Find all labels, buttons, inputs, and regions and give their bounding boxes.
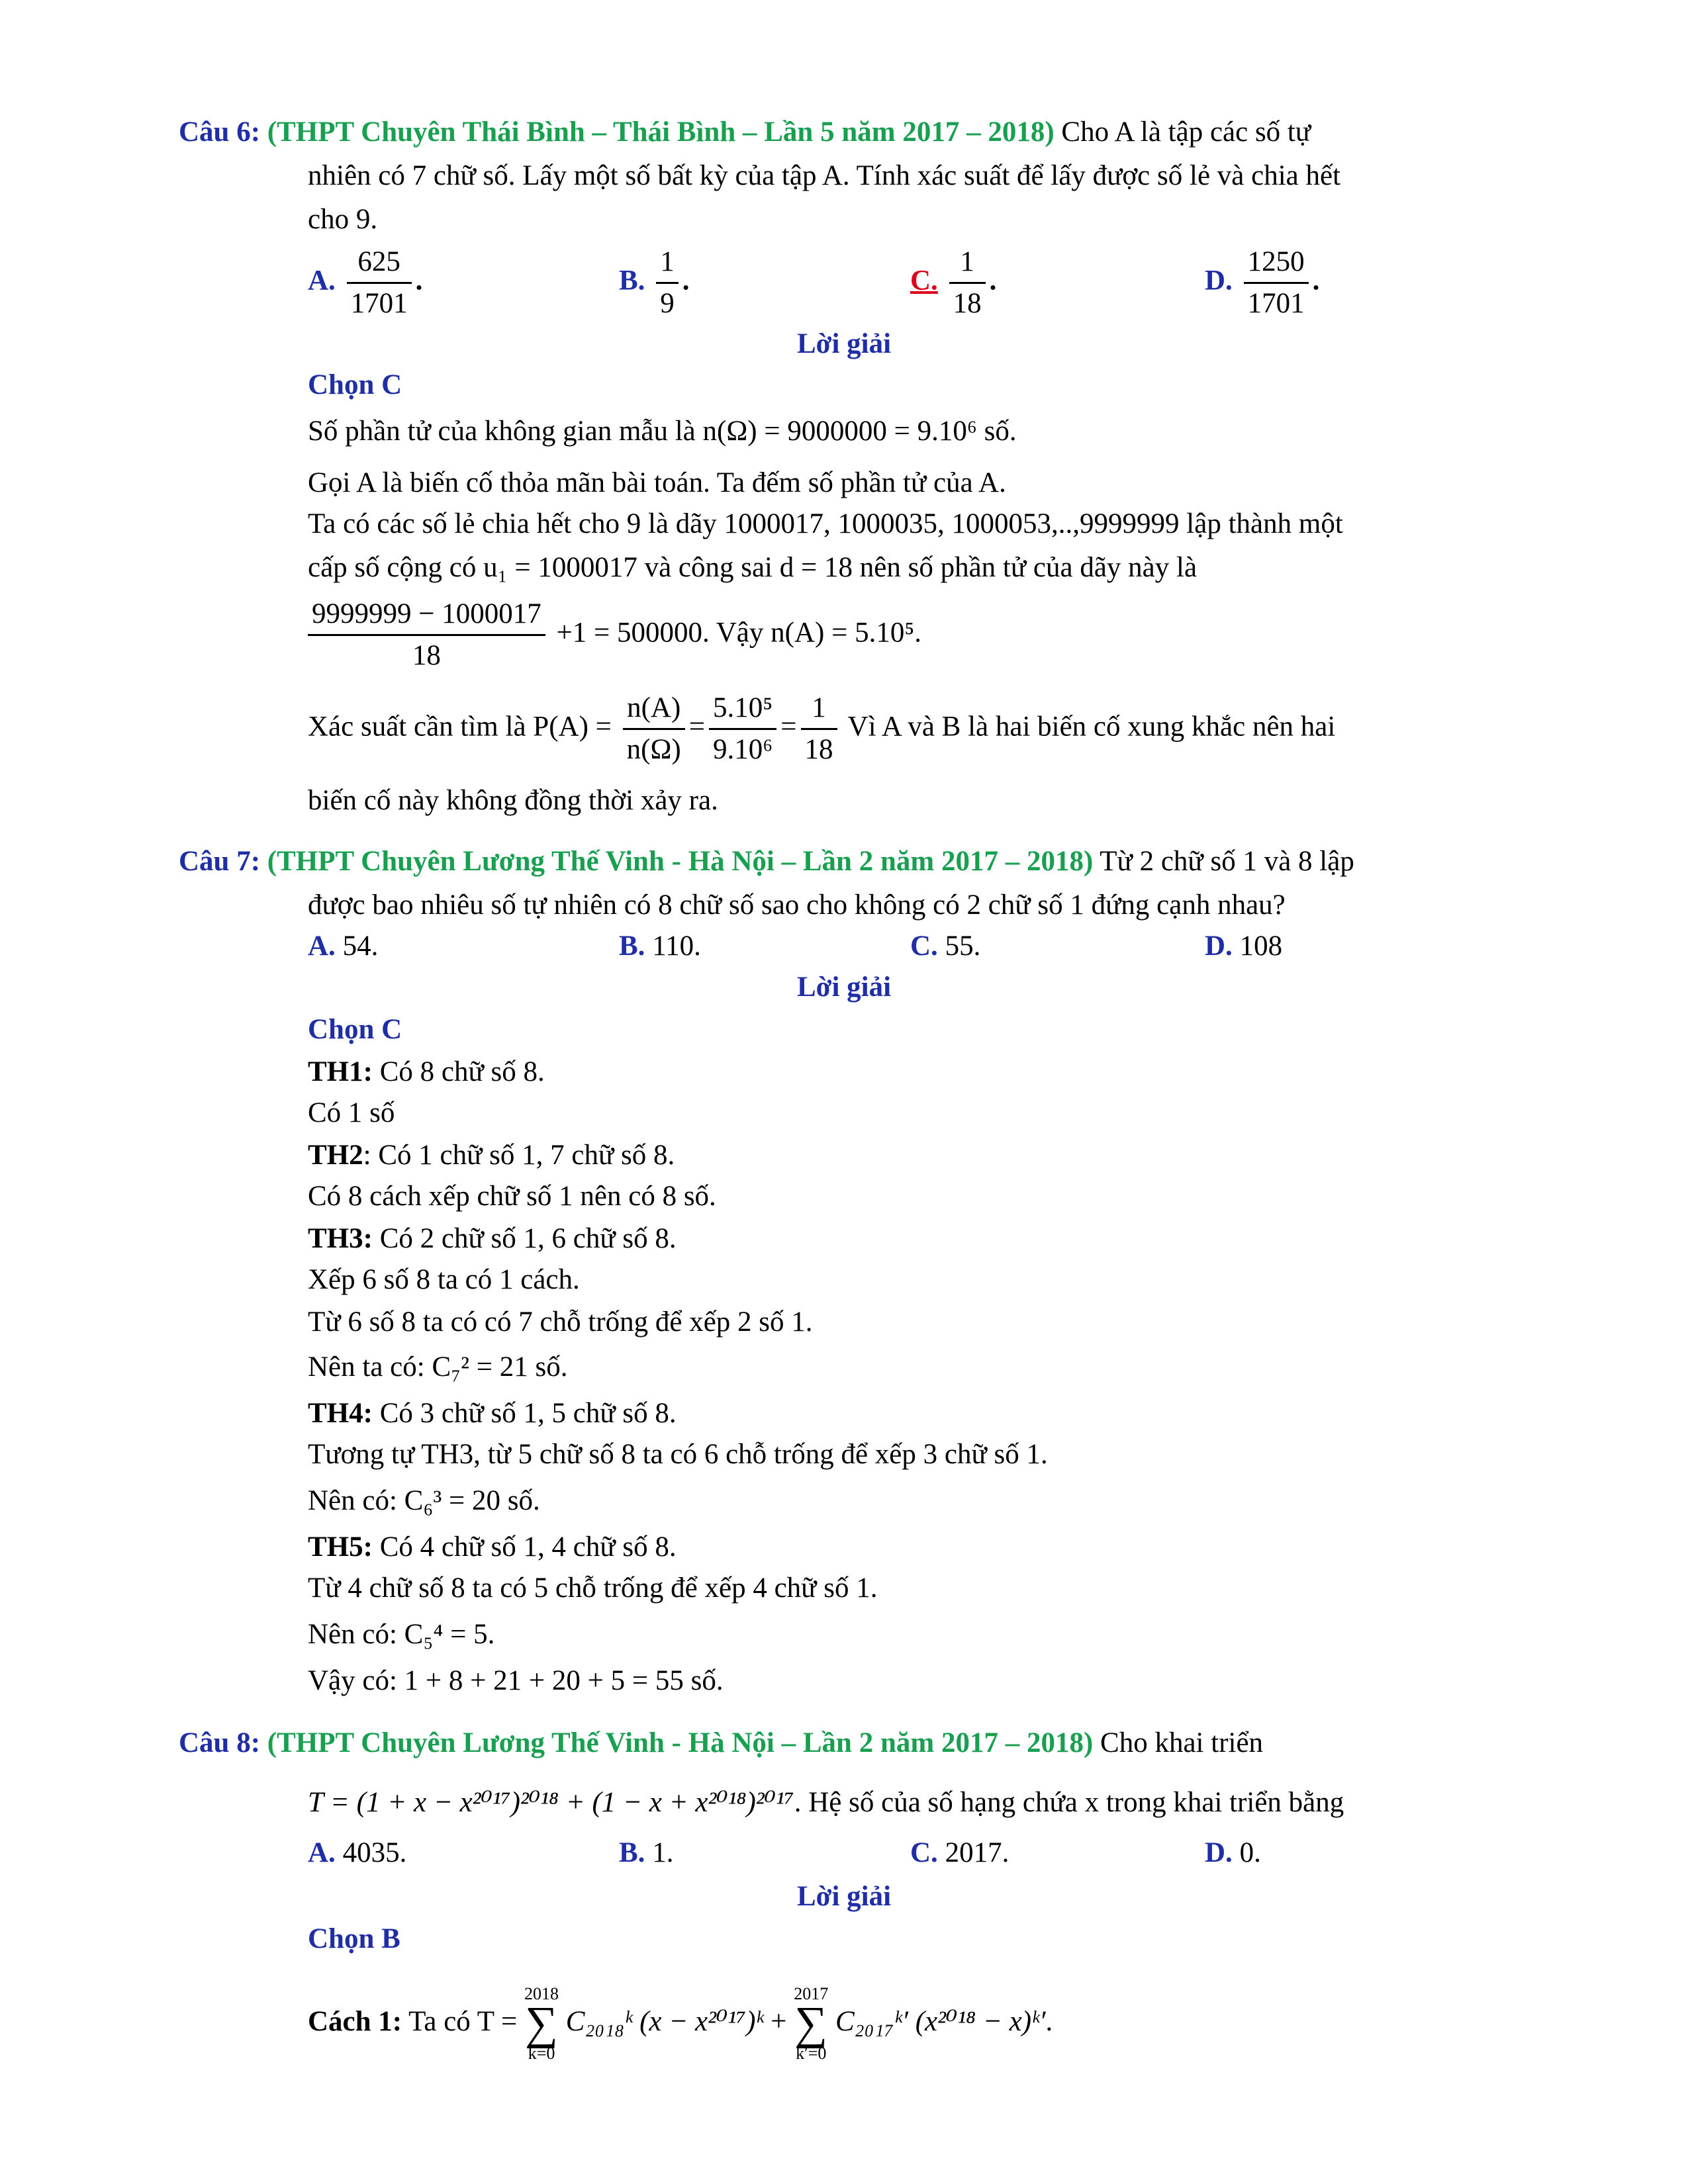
numerator: 1250 bbox=[1244, 242, 1309, 284]
q8-stem-2 bbox=[308, 1783, 1344, 1823]
option-text: 55. bbox=[945, 931, 981, 962]
method-label: Cách 1: bbox=[308, 2006, 402, 2037]
option-key: D. bbox=[1205, 931, 1233, 962]
fraction bbox=[308, 594, 545, 676]
expression-suffix: Vì A và B là hai biến cố xung khắc nên hai bbox=[847, 711, 1336, 743]
sum-lower: k′=0 bbox=[796, 2044, 827, 2064]
fraction bbox=[1244, 242, 1309, 324]
q6-source: (THPT Chuyên Thái Bình – Thái Bình – Lần 5 năm 2017 – 2018) bbox=[267, 116, 1055, 148]
expression: T = (1 + x − x²⁰¹⁷)²⁰¹⁸ + (1 − x + x²⁰¹⁸)²⁰¹⁷ bbox=[308, 1787, 794, 1818]
q7-line bbox=[308, 1394, 677, 1433]
q7-choice: Chọn C bbox=[308, 1014, 402, 1045]
period: . bbox=[1045, 2006, 1053, 2037]
sum-symbol: 2018 ∑ k=0 bbox=[524, 1984, 559, 2064]
option-text: 2017. bbox=[945, 1837, 1009, 1868]
case-text: Có 2 chữ số 1, 6 chữ số 8. bbox=[372, 1223, 677, 1254]
expression-rest: +1 = 500000. Vậy n(A) = 5.10⁵. bbox=[556, 617, 922, 649]
q6-header bbox=[179, 113, 1311, 152]
denominator: 9.10⁶ bbox=[713, 734, 773, 765]
q7-solution-title: Lời giải bbox=[796, 972, 892, 1003]
q6-solution-line-5 bbox=[308, 594, 921, 676]
denominator: 9 bbox=[660, 288, 675, 319]
fraction bbox=[801, 688, 837, 770]
fraction bbox=[347, 242, 412, 324]
q6-label: Câu 6: bbox=[179, 116, 261, 148]
q7-option-d[interactable] bbox=[1205, 927, 1282, 966]
q8-source: (THPT Chuyên Lương Thế Vinh - Hà Nội – Lần 2 năm 2017 – 2018) bbox=[267, 1727, 1094, 1758]
case-text: Vậy có: 1 + 8 + 21 + 20 + 5 = 55 số. bbox=[308, 1665, 724, 1696]
q8-stem-1: Cho khai triển bbox=[1100, 1727, 1264, 1758]
q6-option-d[interactable]: D. $\frac{1250}{1701}$ . bbox=[1205, 242, 1319, 324]
q7-line bbox=[308, 1177, 716, 1216]
q7-line bbox=[308, 1527, 677, 1567]
q6-solution-title: Lời giải bbox=[796, 328, 892, 359]
q6-stem-1: Cho A là tập các số tự bbox=[1061, 116, 1311, 148]
q6-stem-2: nhiên có 7 chữ số. Lấy một số bất kỳ của tập A. Tính xác suất để lấy được số lẻ và chia hết bbox=[308, 160, 1341, 191]
q7-option-b[interactable] bbox=[619, 927, 701, 966]
option-key: A. bbox=[308, 1837, 336, 1868]
q8-choice: Chọn B bbox=[308, 1923, 400, 1954]
q7-source: (THPT Chuyên Lương Thế Vinh - Hà Nội – Lần 2 năm 2017 – 2018) bbox=[267, 846, 1094, 877]
case-label: TH5: bbox=[308, 1531, 373, 1563]
q7-line bbox=[308, 1481, 540, 1521]
q6-solution-line-3: Ta có các số lẻ chia hết cho 9 là dãy 1000017, 1000035, 1000053,..,9999999 lập thành một bbox=[308, 508, 1343, 539]
q7-line bbox=[308, 1615, 494, 1655]
option-text: 1. bbox=[652, 1837, 674, 1868]
q7-line bbox=[308, 1661, 724, 1701]
option-key: B. bbox=[619, 931, 645, 962]
expression-prefix: Ta có T = bbox=[408, 2006, 518, 2037]
q6-solution-line-7: biến cố này không đồng thời xảy ra. bbox=[308, 785, 718, 816]
case-text: Nên có: C₅⁴ = 5. bbox=[308, 1619, 495, 1650]
case-text: Xếp 6 số 8 ta có 1 cách. bbox=[308, 1264, 580, 1295]
fraction bbox=[656, 242, 679, 324]
q6-option-a[interactable]: A. $\frac{625}{1701}$ . bbox=[308, 242, 422, 324]
numerator: 9999999 − 1000017 bbox=[308, 594, 545, 636]
case-label: TH2 bbox=[308, 1140, 363, 1171]
denominator: 1701 bbox=[1247, 288, 1305, 319]
q7-line bbox=[308, 1136, 675, 1175]
q8-method-1 bbox=[308, 1979, 1053, 2065]
sum-upper: 2017 bbox=[794, 1984, 829, 2004]
option-key-correct: C. bbox=[910, 265, 938, 296]
q6-option-c[interactable]: C. $\frac{1}{18}$ . bbox=[910, 242, 996, 324]
numerator: 1 bbox=[949, 242, 986, 284]
q8-header bbox=[179, 1723, 1263, 1763]
q7-stem-1: Từ 2 chữ số 1 và 8 lập bbox=[1100, 846, 1354, 877]
option-key: A. bbox=[308, 931, 336, 962]
option-text: 108 bbox=[1239, 931, 1283, 962]
q6-solution-line-1: Số phần tử của không gian mẫu là n(Ω) = 9000000 = 9.10⁶ số. bbox=[308, 416, 1017, 447]
denominator: 18 bbox=[412, 640, 441, 671]
fraction bbox=[949, 242, 986, 324]
option-key: D. bbox=[1205, 265, 1233, 296]
option-text: 4035. bbox=[342, 1837, 407, 1868]
q7-line bbox=[308, 1302, 813, 1342]
q8-label: Câu 8: bbox=[179, 1727, 261, 1758]
case-label: TH4: bbox=[308, 1398, 373, 1429]
case-text: Nên có: C₆³ = 20 số. bbox=[308, 1485, 540, 1516]
q7-option-a[interactable] bbox=[308, 927, 378, 966]
q8-option-b[interactable] bbox=[619, 1833, 673, 1873]
fraction bbox=[623, 688, 685, 770]
sum-term: C₂₀₁₇ᵏ′ (x²⁰¹⁸ − x)ᵏ′ bbox=[835, 2006, 1046, 2037]
option-text: 110. bbox=[652, 931, 701, 962]
case-text: Có 8 chữ số 8. bbox=[372, 1056, 545, 1087]
q7-line bbox=[308, 1569, 877, 1608]
numerator: 1 bbox=[656, 242, 679, 284]
q7-option-c[interactable] bbox=[910, 927, 980, 966]
option-key: D. bbox=[1205, 1837, 1233, 1868]
q8-solution-title: Lời giải bbox=[796, 1881, 892, 1912]
q8-option-d[interactable] bbox=[1205, 1833, 1261, 1873]
option-key: B. bbox=[619, 265, 645, 296]
sum-symbol: 2017 ∑ k′=0 bbox=[794, 1984, 829, 2064]
case-text: Từ 6 số 8 ta có có 7 chỗ trống để xếp 2 số 1. bbox=[308, 1306, 813, 1338]
case-text: : Có 1 chữ số 1, 7 chữ số 8. bbox=[363, 1140, 675, 1171]
option-text: 0. bbox=[1239, 1837, 1261, 1868]
q6-solution-line-4: cấp số cộng có u₁ = 1000017 và công sai d = 18 nên số phần tử của dãy này là bbox=[308, 552, 1197, 583]
stem-text: . Hệ số của số hạng chứa x trong khai triển bằng bbox=[794, 1787, 1344, 1818]
case-text: Từ 4 chữ số 8 ta có 5 chỗ trống để xếp 4 chữ số 1. bbox=[308, 1572, 878, 1604]
q7-line bbox=[308, 1260, 580, 1300]
case-label: TH3: bbox=[308, 1223, 373, 1254]
q6-choice: Chọn C bbox=[308, 369, 402, 400]
q7-line bbox=[308, 1093, 395, 1133]
sum-upper: 2018 bbox=[524, 1984, 559, 2004]
q6-solution-line-6: Xác suất cần tìm là P(A) = $\frac{n(A)}{n(\Omega)}$ = $\frac{\text{5.10⁵}}{\text{9.10⁶}}$ = $\frac{1}{18}$ Vì A và B là hai biến cố xung khắc nên hai bbox=[308, 688, 1335, 770]
q7-stem-2: được bao nhiêu số tự nhiên có 8 chữ số sao cho không có 2 chữ số 1 đứng cạnh nhau? bbox=[308, 889, 1286, 921]
numerator: 625 bbox=[347, 242, 412, 284]
q7-label: Câu 7: bbox=[179, 846, 261, 877]
q6-solution-line-2: Gọi A là biến cố thỏa mãn bài toán. Ta đếm số phần tử của A. bbox=[308, 467, 1006, 498]
numerator: n(A) bbox=[623, 688, 685, 730]
case-text: Có 1 số bbox=[308, 1097, 395, 1128]
q6-stem-3: cho 9. bbox=[308, 204, 378, 235]
denominator: 1701 bbox=[350, 288, 408, 319]
q7-line bbox=[308, 1219, 677, 1259]
q7-line bbox=[308, 1435, 1048, 1475]
sum-term: C₂₀₁₈ᵏ (x − x²⁰¹⁷)ᵏ bbox=[565, 2006, 764, 2037]
option-key: B. bbox=[619, 1837, 645, 1868]
expression-prefix: Xác suất cần tìm là P(A) = bbox=[308, 711, 612, 743]
option-key: C. bbox=[910, 931, 938, 962]
numerator: 5.10⁵ bbox=[709, 688, 776, 730]
option-text: 54. bbox=[342, 931, 379, 962]
q7-header bbox=[179, 842, 1354, 882]
option-key: C. bbox=[910, 1837, 938, 1868]
q7-line bbox=[308, 1347, 568, 1387]
case-text: Có 3 chữ số 1, 5 chữ số 8. bbox=[372, 1398, 677, 1429]
numerator: 1 bbox=[801, 688, 837, 730]
sum-lower: k=0 bbox=[528, 2044, 555, 2064]
case-text: Tương tự TH3, từ 5 chữ số 8 ta có 6 chỗ trống để xếp 3 chữ số 1. bbox=[308, 1439, 1048, 1470]
q6-option-b[interactable]: B. $\frac{1}{9}$ . bbox=[619, 242, 689, 324]
case-text: Có 8 cách xếp chữ số 1 nên có 8 số. bbox=[308, 1181, 716, 1212]
denominator: 18 bbox=[953, 288, 982, 319]
case-text: Nên ta có: C₇² = 21 số. bbox=[308, 1351, 568, 1383]
case-text: Có 4 chữ số 1, 4 chữ số 8. bbox=[372, 1531, 677, 1563]
denominator: n(Ω) bbox=[626, 734, 681, 765]
q7-line bbox=[308, 1052, 545, 1092]
case-label: TH1: bbox=[308, 1056, 373, 1087]
fraction bbox=[709, 688, 776, 770]
q8-option-c[interactable] bbox=[910, 1833, 1009, 1873]
q8-option-a[interactable] bbox=[308, 1833, 406, 1873]
plus-sign: + bbox=[771, 2006, 787, 2037]
option-key: A. bbox=[308, 265, 336, 296]
denominator: 18 bbox=[804, 734, 833, 765]
